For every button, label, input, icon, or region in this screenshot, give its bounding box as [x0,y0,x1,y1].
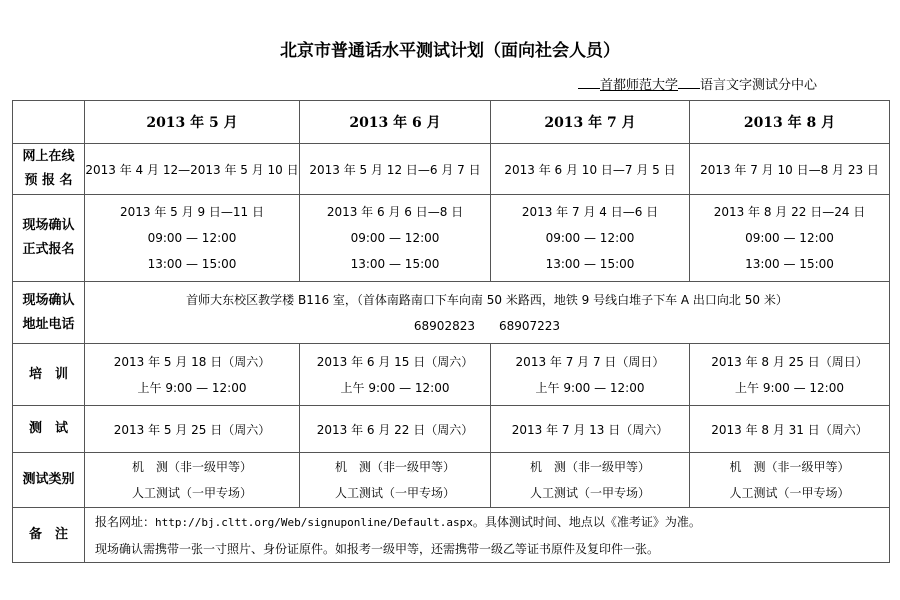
confirm-cell: 2013 年 5 月 9 日—11 日 09:00 — 12:00 13:00 — 15:00 [85,195,300,282]
online-cell: 2013 年 4 月 12—2013 年 5 月 10 日 [85,144,300,195]
organizer-center: 语言文字测试分中心 [700,78,818,93]
confirm-cell: 2013 年 7 月 4 日—6 日 09:00 — 12:00 13:00 — 15:00 [491,195,690,282]
address-row [13,282,890,344]
row-label: 培 训 [13,344,85,406]
types-cell: 机 测（非一级甲等） 人工测试（一甲专场） [491,453,690,508]
test-row [13,406,890,453]
row-label: 测试类别 [13,453,85,508]
types-cell: 机 测（非一级甲等） 人工测试（一甲专场） [300,453,491,508]
types-row [13,453,890,508]
organizer [578,74,817,93]
types-cell: 机 测（非一级甲等） 人工测试（一甲专场） [690,453,890,508]
row-label: 现场确认 正式报名 [13,195,85,282]
training-cell: 2013 年 6 月 15 日（周六） 上午 9:00 — 12:00 [300,344,491,406]
notes-line-1: 报名网址：http://bj.cltt.org/Web/signuponline/Default.aspx。具体测试时间、地点以《准考证》为准。 [95,514,701,529]
notes-cell [85,508,890,563]
types-cell: 机 测（非一级甲等） 人工测试（一甲专场） [85,453,300,508]
training-cell: 2013 年 5 月 18 日（周六） 上午 9:00 — 12:00 [85,344,300,406]
underline-blank [578,76,600,89]
organizer-name: 首都师范大学 [600,78,679,93]
page-title: 北京市普通话水平测试计划（面向社会人员） [280,41,620,61]
training-row [13,344,890,406]
online-cell: 2013 年 7 月 10 日—8 月 23 日 [690,144,890,195]
month-header: 2013 年 6 月 [300,101,491,144]
signup-link[interactable]: http://bj.cltt.org/Web/signuponline/Default.aspx [155,515,473,529]
online-cell: 2013 年 6 月 10 日—7 月 5 日 [491,144,690,195]
online-cell: 2013 年 5 月 12 日—6 月 7 日 [300,144,491,195]
row-label: 网上在线 预 报 名 [13,144,85,195]
month-header: 2013 年 8 月 [690,101,890,144]
test-cell: 2013 年 6 月 22 日（周六） [300,406,491,453]
header-corner [13,101,85,144]
test-cell: 2013 年 5 月 25 日（周六） [85,406,300,453]
notes-row [13,508,890,563]
online-row [13,144,890,195]
training-cell: 2013 年 8 月 25 日（周日） 上午 9:00 — 12:00 [690,344,890,406]
test-cell: 2013 年 8 月 31 日（周六） [690,406,890,453]
month-header: 2013 年 5 月 [85,101,300,144]
row-label: 备 注 [13,508,85,563]
schedule-table [12,100,890,563]
test-cell: 2013 年 7 月 13 日（周六） [491,406,690,453]
underline-blank [678,76,700,89]
month-header: 2013 年 7 月 [491,101,690,144]
row-label: 测 试 [13,406,85,453]
confirm-row [13,195,890,282]
training-cell: 2013 年 7 月 7 日（周日） 上午 9:00 — 12:00 [491,344,690,406]
confirm-cell: 2013 年 6 月 6 日—8 日 09:00 — 12:00 13:00 — 15:00 [300,195,491,282]
row-label: 现场确认 地址电话 [13,282,85,344]
header-row [13,101,890,144]
confirm-cell: 2013 年 8 月 22 日—24 日 09:00 — 12:00 13:00 — 15:00 [690,195,890,282]
address-cell: 首师大东校区教学楼 B116 室，（首体南路南口下车向南 50 米路西，地铁 9 号线白堆子下车 A 出口向北 50 米） 68902823 68907223 [85,282,890,344]
notes-line-2: 现场确认需携带一张一寸照片、身份证原件。如报考一级甲等，还需携带一级乙等证书原件及复印件一张。 [95,541,660,556]
